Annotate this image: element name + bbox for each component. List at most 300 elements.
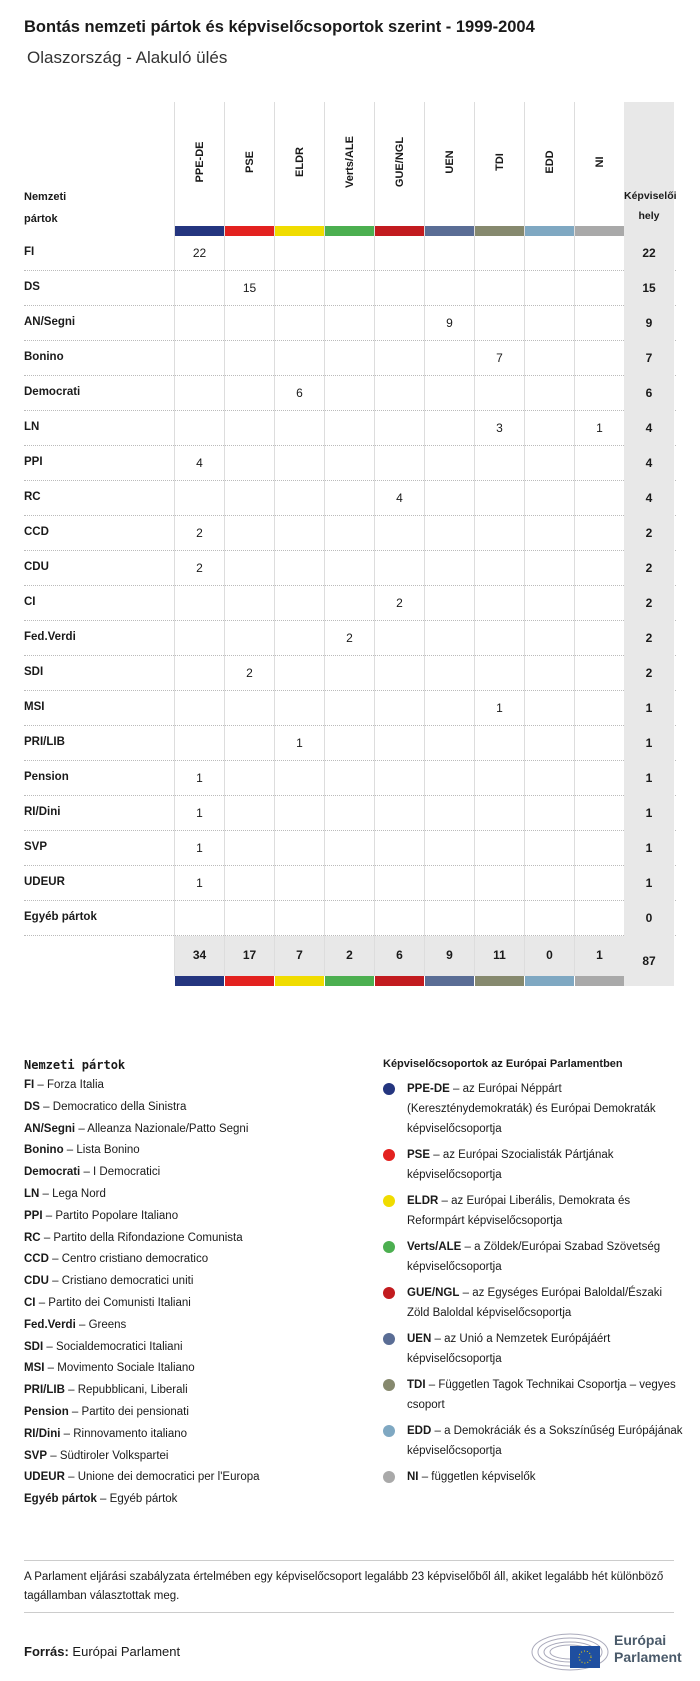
row-total: 4 <box>624 411 674 446</box>
full-name: Greens <box>88 1318 127 1331</box>
full-name: az Unió a Nemzetek Európájáért képviselőcsoportja <box>407 1333 611 1365</box>
seat-cell <box>374 551 424 586</box>
legend-party-item: CI – Partito dei Comunisti Italiani <box>24 1296 191 1309</box>
legend-group-item: ELDR – az Európai Liberális, Demokrata és Reformpárt képviselőcsoportja <box>383 1191 683 1231</box>
seat-cell <box>224 691 274 726</box>
seat-cell <box>424 236 474 271</box>
group-total-value: 11 <box>493 948 506 962</box>
footnote: A Parlament eljárási szabályzata értelmében egy képviselőcsoport legalább 23 képviselőből áll, akiket legalább hét különböző tagállamban választottak meg. <box>24 1571 664 1602</box>
group-name: EDD <box>543 150 556 174</box>
seat-cell <box>424 586 474 621</box>
seat-cell <box>224 341 274 376</box>
group-color-bar <box>225 976 274 986</box>
seat-cell <box>324 656 374 691</box>
row-total: 7 <box>624 341 674 376</box>
group-name: TDI <box>493 153 506 171</box>
abbr: MSI <box>24 1362 45 1375</box>
party-label: UDEUR <box>24 876 65 888</box>
seat-cell <box>524 691 574 726</box>
group-total <box>274 936 324 976</box>
full-name: a Zöldek/Európai Szabad Szövetség képviselőcsoportja <box>407 1241 661 1273</box>
full-name: Partito dei pensionati <box>81 1405 189 1418</box>
color-dot-icon <box>383 1425 395 1437</box>
seat-cell <box>374 621 424 656</box>
seat-cell <box>424 621 474 656</box>
column-header-eldr <box>274 102 324 236</box>
abbr: PPE-DE <box>407 1083 450 1095</box>
seat-cell <box>224 376 274 411</box>
seat-cell <box>174 376 224 411</box>
seat-cell <box>274 866 324 901</box>
seat-cell <box>274 306 324 341</box>
full-name: Partito dei Comunisti Italiani <box>48 1296 191 1309</box>
seat-cell <box>324 726 374 761</box>
abbr: DS <box>24 1100 40 1113</box>
seat-cell <box>224 796 274 831</box>
party-label: PPI <box>24 456 43 468</box>
seat-cell <box>574 306 624 341</box>
abbr: GUE/NGL <box>407 1287 460 1299</box>
seat-cell: 1 <box>174 831 224 866</box>
group-total-value: 7 <box>296 948 303 962</box>
page-title: Bontás nemzeti pártok és képviselőcsoportok szerint - 1999-2004 <box>24 18 535 36</box>
seat-cell <box>374 726 424 761</box>
seat-cell <box>424 691 474 726</box>
legend-party-item: Democrati – I Democratici <box>24 1166 161 1179</box>
seat-cell: 3 <box>474 411 524 446</box>
party-label: CCD <box>24 526 49 538</box>
group-total-value: 17 <box>242 948 257 962</box>
group-color-bar <box>325 976 374 986</box>
party-label: MSI <box>24 701 45 713</box>
row-total: 1 <box>624 866 674 901</box>
abbr: Verts/ALE <box>407 1241 462 1253</box>
seat-cell <box>224 726 274 761</box>
color-dot-icon <box>383 1241 395 1253</box>
ep-logo <box>530 1630 680 1672</box>
seat-cell <box>374 411 424 446</box>
seat-cell <box>324 481 374 516</box>
legend-party-item: RC – Partito della Rifondazione Comunista <box>24 1231 243 1244</box>
page-subtitle: Olaszország - Alakuló ülés <box>27 48 228 67</box>
abbr: NI <box>407 1471 419 1483</box>
table-row <box>24 656 676 691</box>
group-color-bar <box>425 226 474 236</box>
seat-cell <box>324 551 374 586</box>
seat-cell: 2 <box>374 586 424 621</box>
seat-cell <box>274 831 324 866</box>
seat-cell <box>224 306 274 341</box>
group-name: UEN <box>443 150 456 174</box>
seat-cell <box>374 656 424 691</box>
party-label: SVP <box>24 841 48 853</box>
full-name: a Demokráciák és a Sokszínűség Európájának képviselőcsoportja <box>407 1425 683 1457</box>
seat-cell <box>574 656 624 691</box>
seat-cell <box>324 901 374 936</box>
full-name: Socialdemocratici Italiani <box>55 1340 183 1353</box>
row-total: 1 <box>624 796 674 831</box>
seat-cell <box>374 866 424 901</box>
group-total-value: 34 <box>192 948 207 962</box>
abbr: SDI <box>24 1340 44 1353</box>
abbr: Fed.Verdi <box>24 1318 76 1331</box>
seat-cell <box>474 656 524 691</box>
full-name: független képviselők <box>431 1471 536 1483</box>
row-total: 1 <box>624 726 674 761</box>
color-dot-icon <box>383 1379 395 1391</box>
seat-cell <box>274 236 324 271</box>
legend-party-item: PRI/LIB – Repubblicani, Liberali <box>24 1384 188 1397</box>
group-total-value: 1 <box>596 948 603 962</box>
seat-cell <box>524 306 574 341</box>
seat-cell <box>224 411 274 446</box>
column-header-tdi <box>474 102 524 236</box>
seat-cell <box>374 901 424 936</box>
party-label: SDI <box>24 666 44 678</box>
seat-cell: 4 <box>174 446 224 481</box>
group-color-bar <box>525 976 574 986</box>
seat-cell: 1 <box>174 796 224 831</box>
group-color-bar <box>525 226 574 236</box>
seat-cell <box>274 586 324 621</box>
table-row <box>24 726 676 761</box>
party-label: AN/Segni <box>24 316 76 328</box>
full-name: Forza Italia <box>47 1079 104 1091</box>
group-total <box>174 936 224 976</box>
table-row <box>24 376 676 411</box>
legend-party-item: Bonino – Lista Bonino <box>24 1144 140 1157</box>
totals-row <box>24 936 700 986</box>
color-dot-icon <box>383 1149 395 1161</box>
logo-text-2: Parlament <box>614 1649 682 1665</box>
row-total: 1 <box>624 691 674 726</box>
seat-cell <box>574 901 624 936</box>
seat-cell <box>224 621 274 656</box>
table-row <box>24 271 676 306</box>
seat-cell <box>524 236 574 271</box>
legend-party-item: UDEUR – Unione dei democratici per l'Europa <box>24 1471 260 1484</box>
group-total-value: 0 <box>546 948 553 962</box>
row-total: 1 <box>624 831 674 866</box>
row-total: 15 <box>624 271 674 306</box>
seat-cell <box>324 796 374 831</box>
seat-cell <box>424 481 474 516</box>
seat-cell <box>174 411 224 446</box>
legend-party-item: Egyéb pártok – Egyéb pártok <box>24 1493 178 1506</box>
seat-cell <box>474 761 524 796</box>
seat-cell <box>424 551 474 586</box>
seat-cell <box>424 411 474 446</box>
full-name: Democratico della Sinistra <box>52 1100 187 1113</box>
full-name: Partito Popolare Italiano <box>55 1209 179 1222</box>
seat-cell <box>574 236 624 271</box>
party-label: Pension <box>24 771 69 783</box>
group-color-bar <box>475 976 524 986</box>
seat-cell: 2 <box>174 516 224 551</box>
seat-cell <box>174 306 224 341</box>
seat-cell <box>374 516 424 551</box>
seat-cell <box>524 551 574 586</box>
abbr: AN/Segni <box>24 1122 76 1135</box>
seat-cell <box>474 446 524 481</box>
seat-cell <box>374 796 424 831</box>
seat-cell <box>524 656 574 691</box>
seat-cell <box>474 271 524 306</box>
group-color-bar <box>475 226 524 236</box>
seat-cell: 15 <box>224 271 274 306</box>
row-total: 2 <box>624 621 674 656</box>
legend-national-parties <box>24 1058 260 1515</box>
seat-cell <box>574 376 624 411</box>
table-row <box>24 411 676 446</box>
seat-cell <box>324 831 374 866</box>
row-total: 1 <box>624 761 674 796</box>
full-name: Független Tagok Technikai Csoportja – vegyes csoport <box>407 1379 676 1411</box>
group-total <box>374 936 424 976</box>
row-total: 2 <box>624 586 674 621</box>
total-column-header <box>624 102 677 236</box>
seat-cell <box>324 516 374 551</box>
seat-cell <box>574 446 624 481</box>
grand-total: 87 <box>624 936 674 986</box>
seat-cell <box>474 306 524 341</box>
party-label: Egyéb pártok <box>24 911 97 923</box>
full-name: Unione dei democratici per l'Europa <box>77 1471 260 1484</box>
legend-party-item: AN/Segni – Alleanza Nazionale/Patto Segni <box>24 1122 249 1135</box>
group-total-value: 2 <box>346 948 353 962</box>
legend-group-item: UEN – az Unió a Nemzetek Európájáért képviselőcsoportja <box>383 1329 683 1369</box>
seat-cell: 4 <box>374 481 424 516</box>
table-row <box>24 831 676 866</box>
full-name: Südtiroler Volkspartei <box>59 1449 169 1462</box>
seat-cell <box>524 516 574 551</box>
seat-cell <box>374 341 424 376</box>
seat-cell <box>174 481 224 516</box>
party-label: RC <box>24 491 41 503</box>
seat-cell <box>574 691 624 726</box>
seat-cell <box>424 726 474 761</box>
seat-cell: 2 <box>224 656 274 691</box>
seat-cell <box>224 866 274 901</box>
seat-cell <box>274 551 324 586</box>
color-dot-icon <box>383 1333 395 1345</box>
seat-cell <box>224 446 274 481</box>
full-name: Movimento Sociale Italiano <box>57 1362 195 1375</box>
seat-cell <box>474 516 524 551</box>
table-row <box>24 306 676 341</box>
seat-cell <box>524 796 574 831</box>
legend-party-item: PPI – Partito Popolare Italiano <box>24 1209 179 1222</box>
abbr: UEN <box>407 1333 432 1345</box>
full-name: Alleanza Nazionale/Patto Segni <box>87 1122 249 1135</box>
row-total: 2 <box>624 516 674 551</box>
table-row <box>24 866 676 901</box>
seat-cell <box>474 376 524 411</box>
column-header-edd <box>524 102 574 236</box>
group-color-bar <box>375 226 424 236</box>
seat-cell <box>474 831 524 866</box>
seat-cell <box>424 341 474 376</box>
seat-cell <box>524 901 574 936</box>
column-header-uen <box>424 102 474 236</box>
seat-cell <box>424 516 474 551</box>
seat-cell <box>474 551 524 586</box>
abbr: PRI/LIB <box>24 1384 65 1397</box>
group-total <box>224 936 274 976</box>
abbr: LN <box>24 1187 40 1200</box>
row-total: 4 <box>624 446 674 481</box>
abbr: EDD <box>407 1425 432 1437</box>
seat-cell: 1 <box>174 866 224 901</box>
full-name: Lega Nord <box>52 1187 106 1200</box>
party-label: Bonino <box>24 351 64 363</box>
group-total <box>524 936 574 976</box>
legend-group-item: NI – független képviselők <box>383 1467 683 1487</box>
legend-party-item: MSI – Movimento Sociale Italiano <box>24 1362 195 1375</box>
group-color-bar <box>275 226 324 236</box>
seat-cell <box>474 236 524 271</box>
group-name: PSE <box>243 150 256 174</box>
divider <box>24 1560 674 1561</box>
row-total: 9 <box>624 306 674 341</box>
group-color-bar <box>575 976 624 986</box>
party-label: CI <box>24 596 36 608</box>
seat-cell <box>524 586 574 621</box>
seat-cell <box>174 656 224 691</box>
group-color-bar <box>425 976 474 986</box>
seat-cell <box>324 341 374 376</box>
group-name: NI <box>593 156 606 168</box>
abbr: CDU <box>24 1275 49 1288</box>
seat-cell <box>274 656 324 691</box>
seat-cell <box>474 726 524 761</box>
group-name: ELDR <box>293 147 306 177</box>
seat-cell <box>224 831 274 866</box>
seat-cell <box>274 411 324 446</box>
color-dot-icon <box>383 1195 395 1207</box>
seat-cell <box>224 236 274 271</box>
seat-cell <box>274 271 324 306</box>
seat-cell <box>574 586 624 621</box>
seat-cell <box>324 271 374 306</box>
seat-cell <box>474 481 524 516</box>
seat-cell <box>524 621 574 656</box>
seat-cell <box>274 901 324 936</box>
seat-cell <box>524 726 574 761</box>
full-name: Egyéb pártok <box>109 1493 178 1506</box>
legend-political-groups <box>383 1058 683 1493</box>
seat-cell: 7 <box>474 341 524 376</box>
group-name: Verts/ALE <box>343 136 356 188</box>
full-name: az Európai Szocialisták Pártjának képviselőcsoportja <box>407 1149 614 1181</box>
column-header-pse <box>224 102 274 236</box>
seat-cell <box>174 621 224 656</box>
party-label: CDU <box>24 561 49 573</box>
seat-cell <box>424 866 474 901</box>
seat-cell <box>324 306 374 341</box>
seat-cell <box>324 761 374 796</box>
table-row <box>24 586 676 621</box>
full-name: Partito della Rifondazione Comunista <box>53 1231 243 1244</box>
table-row <box>24 236 676 271</box>
seat-cell <box>274 341 324 376</box>
seat-cell <box>424 446 474 481</box>
seat-cell <box>324 411 374 446</box>
legend-group-item: EDD – a Demokráciák és a Sokszínűség Európájának képviselőcsoportja <box>383 1421 683 1461</box>
table-row <box>24 901 676 936</box>
seat-cell <box>274 691 324 726</box>
abbr: Bonino <box>24 1144 64 1157</box>
color-dot-icon <box>383 1471 395 1483</box>
seat-cell: 2 <box>174 551 224 586</box>
legend-group-item: TDI – Független Tagok Technikai Csoportja – vegyes csoport <box>383 1375 683 1415</box>
total-header-label: Képviselői hely <box>624 190 677 222</box>
column-header-ni <box>574 102 624 236</box>
seat-cell <box>174 726 224 761</box>
seat-cell <box>374 691 424 726</box>
group-color-bar <box>325 226 374 236</box>
row-total: 2 <box>624 551 674 586</box>
seat-cell <box>374 271 424 306</box>
group-total <box>324 936 374 976</box>
seat-cell <box>524 376 574 411</box>
seat-cell <box>274 516 324 551</box>
seat-cell <box>524 446 574 481</box>
seat-cell: 1 <box>474 691 524 726</box>
row-total: 6 <box>624 376 674 411</box>
seat-cell <box>474 901 524 936</box>
seat-cell <box>424 901 474 936</box>
abbr: TDI <box>407 1379 426 1391</box>
seat-cell <box>574 551 624 586</box>
row-header-label: Nemzeti pártok <box>24 191 67 225</box>
seat-cell <box>224 901 274 936</box>
group-total <box>424 936 474 976</box>
abbr: CI <box>24 1296 36 1309</box>
party-label: PRI/LIB <box>24 736 65 748</box>
group-name: PPE-DE <box>193 141 206 183</box>
legend-party-item: SDI – Socialdemocratici Italiani <box>24 1340 183 1353</box>
seat-cell <box>324 376 374 411</box>
seat-cell <box>524 761 574 796</box>
seat-cell <box>574 621 624 656</box>
seat-cell <box>574 796 624 831</box>
legend-party-item: Fed.Verdi – Greens <box>24 1318 127 1331</box>
seat-cell <box>574 481 624 516</box>
full-name: az Európai Liberális, Demokrata és Reformpárt képviselőcsoportja <box>407 1195 631 1227</box>
table-row <box>24 516 676 551</box>
seat-cell <box>324 586 374 621</box>
seat-cell <box>224 761 274 796</box>
group-color-bar <box>225 226 274 236</box>
seat-cell <box>324 691 374 726</box>
abbr: Egyéb pártok <box>24 1493 97 1506</box>
seat-cell <box>524 341 574 376</box>
seat-cell <box>474 586 524 621</box>
seat-cell <box>274 796 324 831</box>
seat-cell <box>474 621 524 656</box>
group-color-bar <box>175 976 224 986</box>
party-label: RI/Dini <box>24 806 61 818</box>
legend-group-item: Verts/ALE – a Zöldek/Európai Szabad Szövetség képviselőcsoportja <box>383 1237 683 1277</box>
seat-cell <box>224 551 274 586</box>
seat-cell: 2 <box>324 621 374 656</box>
abbr: PPI <box>24 1209 43 1222</box>
seat-cell <box>574 866 624 901</box>
seat-cell <box>374 306 424 341</box>
seat-cell <box>574 761 624 796</box>
seat-cell <box>474 866 524 901</box>
